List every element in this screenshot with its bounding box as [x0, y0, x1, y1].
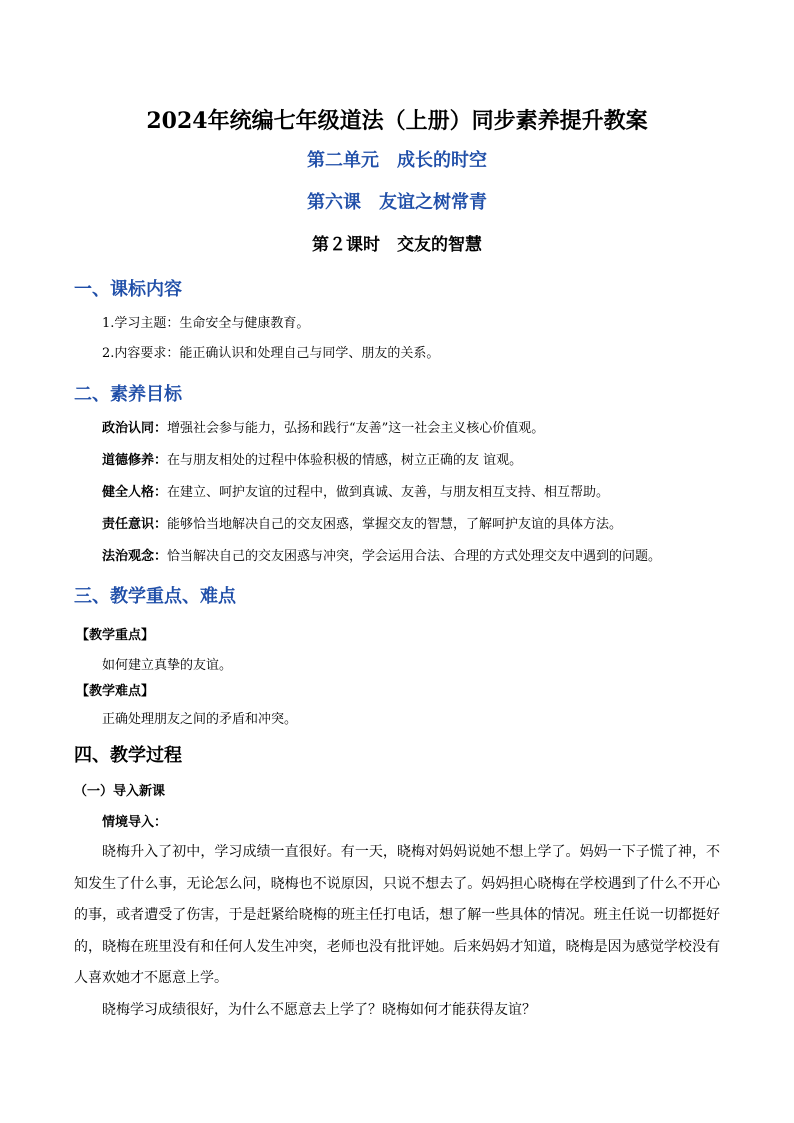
- section-heading-goals: 二、素养目标: [74, 384, 182, 405]
- goal-label: 道德修养：: [102, 453, 168, 468]
- section-heading-process: 四、教学过程: [74, 745, 182, 766]
- goal-text: 能够恰当地解决自己的交友困惑，掌握交友的智慧，了解呵护友谊的具体方法。: [167, 517, 623, 532]
- goal-label: 责任意识：: [102, 517, 168, 532]
- goal-label: 法治观念：: [102, 549, 168, 564]
- difficult-point-label: 【教学难点】: [76, 684, 155, 699]
- curriculum-item-2: 2.内容要求：能正确认识和处理自己与同学、朋友的关系。: [102, 346, 440, 361]
- goal-item: [102, 485, 609, 501]
- story-paragraph: 晓梅升入了初中，学习成绩一直很好。有一天，晓梅对妈妈说她不想上学了。妈妈一下子慌了神，不知发生了什么事，无论怎么问，晓梅也不说原因，只说不想去了。妈妈担心晓梅在学校遇到了什么不开心的事，或者遭受了伤害，于是赶紧给晓梅的班主任打电话，想了解一些具体的情况。班主任说一切都挺好的，晓梅在班里没有和任何人发生冲突，老师也没有批评她。后来妈妈才知道，晓梅是因为感觉学校没有人喜欢她才不愿意上学。: [74, 844, 720, 986]
- scene-label: 情境导入：: [102, 815, 168, 830]
- section-heading-key-points: 三、教学重点、难点: [74, 586, 236, 607]
- unit-title: 第二单元 成长的时空: [307, 150, 487, 171]
- goal-item: [102, 453, 522, 469]
- goal-item: [102, 549, 661, 565]
- period-title: 第２课时 交友的智慧: [312, 235, 482, 255]
- sub-heading-intro: （一）导入新课: [74, 784, 166, 799]
- key-point-label: 【教学重点】: [76, 628, 155, 643]
- goal-text: 在建立、呵护友谊的过程中，做到真诚、友善，与朋友相互支持、相互帮助。: [167, 485, 610, 500]
- question-paragraph: 晓梅学习成绩很好，为什么不愿意去上学了？晓梅如何才能获得友谊？: [102, 1002, 536, 1018]
- section-heading-curriculum: 一、课标内容: [74, 279, 182, 300]
- goal-item: [102, 517, 622, 533]
- goal-label: 政治认同：: [102, 421, 168, 436]
- difficult-point-text: 正确处理朋友之间的矛盾和冲突。: [102, 712, 298, 727]
- main-title: 2024年统编七年级道法（上册）同步素养提升教案: [146, 108, 648, 134]
- lesson-title: 第六课 友谊之树常青: [307, 192, 487, 213]
- goal-item: [102, 421, 544, 437]
- curriculum-item-1: 1.学习主题：生命安全与健康教育。: [102, 316, 310, 331]
- goal-label: 健全人格：: [102, 485, 168, 500]
- goal-text: 增强社会参与能力，弘扬和践行“友善”这一社会主义核心价值观。: [167, 421, 545, 436]
- goal-text: 在与朋友相处的过程中体验积极的情感，树立正确的友 谊观。: [167, 453, 523, 468]
- goal-text: 恰当解决自己的交友困惑与冲突，学会运用合法、合理的方式处理交友中遇到的问题。: [167, 549, 662, 564]
- key-point-text: 如何建立真挚的友谊。: [102, 658, 233, 673]
